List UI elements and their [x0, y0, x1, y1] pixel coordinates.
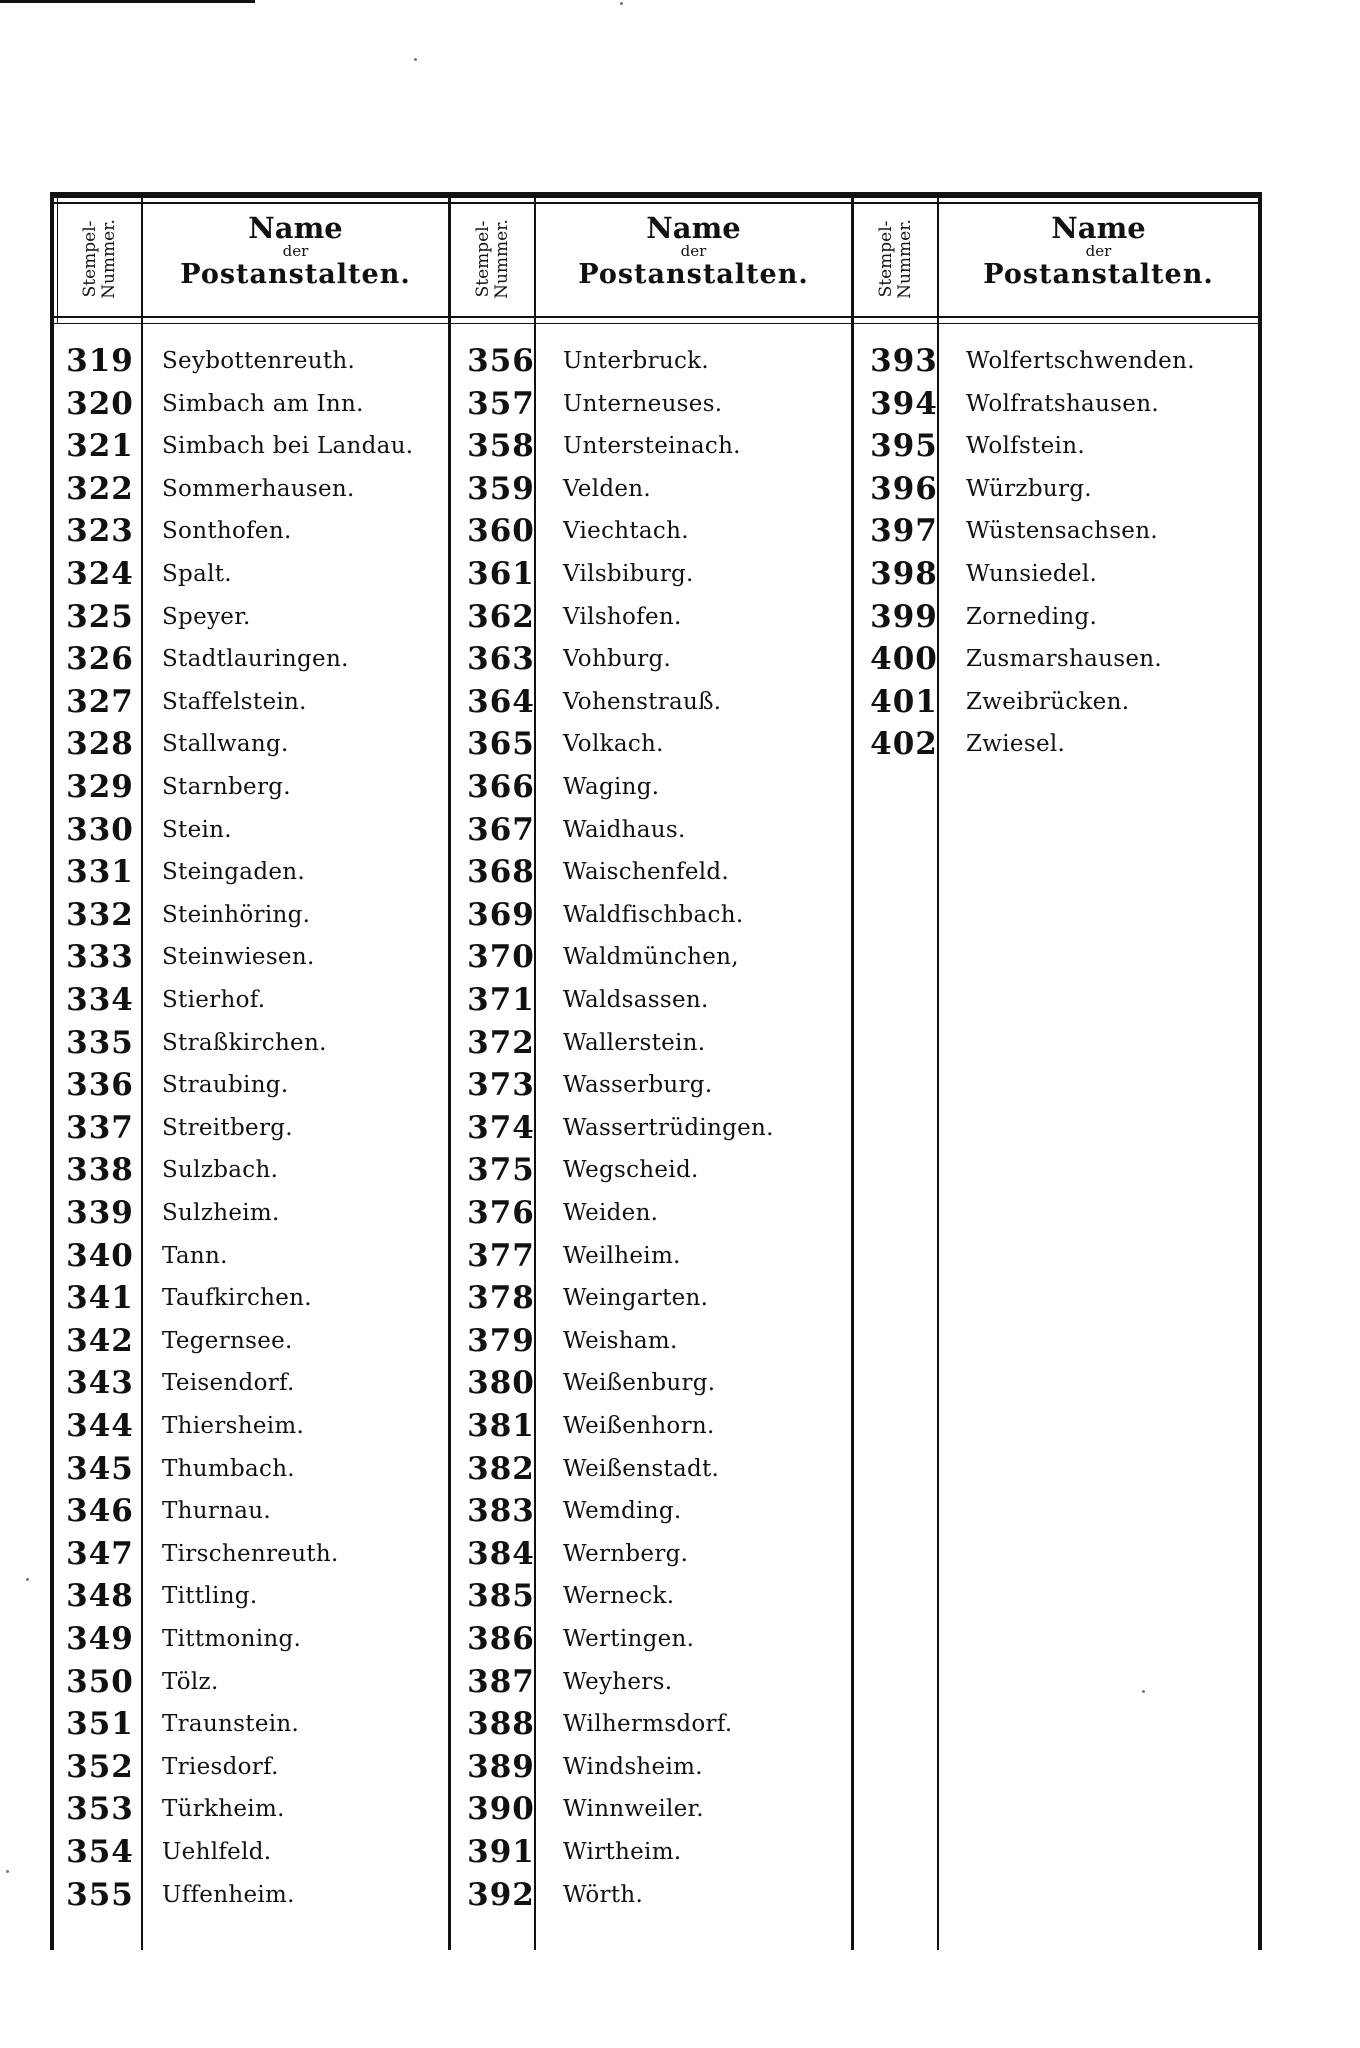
stamp-number: 397	[870, 513, 938, 550]
post-office-name: Speyer.	[162, 603, 251, 630]
table-row	[50, 1405, 304, 1447]
stamp-number: 363	[467, 641, 535, 678]
table-row	[50, 638, 349, 680]
post-office-name: Stadtlauringen.	[162, 646, 349, 673]
post-office-name: Volkach.	[563, 731, 664, 758]
table-row	[50, 1661, 219, 1703]
stamp-number: 373	[467, 1067, 535, 1104]
stamp-number: 394	[870, 385, 938, 422]
stamp-number: 325	[66, 598, 134, 635]
post-office-name: Waldsassen.	[563, 987, 709, 1013]
stamp-number: 374	[467, 1109, 535, 1146]
stamp-number: 367	[467, 811, 535, 848]
table-row	[451, 383, 722, 425]
post-office-name: Stein.	[162, 816, 232, 843]
name-heading-line1: Name	[1051, 211, 1146, 245]
post-office-name: Türkheim.	[162, 1796, 285, 1823]
stamp-number: 356	[467, 343, 535, 379]
post-office-name: Spalt.	[162, 561, 232, 587]
post-office-name: Thurnau.	[162, 1498, 272, 1525]
table-row	[50, 1064, 288, 1106]
stamp-number: 381	[467, 1408, 535, 1444]
table-right-border	[1258, 192, 1262, 1950]
stamp-number: 349	[66, 1621, 134, 1657]
stamp-number: 361	[467, 556, 535, 592]
number-column-header	[854, 206, 937, 312]
post-office-name: Uehlfeld.	[162, 1839, 272, 1865]
table-row	[451, 1320, 678, 1362]
stamp-number: 345	[66, 1450, 134, 1487]
post-office-name: Steinwiesen.	[162, 944, 315, 971]
table-row	[50, 596, 251, 638]
table-row	[451, 723, 664, 765]
stamp-number: 348	[66, 1578, 134, 1615]
stamp-number: 331	[66, 854, 134, 891]
table-row	[451, 638, 671, 680]
table-row	[451, 1533, 688, 1575]
table-row	[50, 510, 292, 552]
table-row	[451, 510, 689, 552]
post-office-name: Weißenstadt.	[563, 1455, 720, 1482]
post-office-name: Wemding.	[563, 1498, 682, 1525]
post-office-name: Teisendorf.	[162, 1370, 295, 1397]
table-row	[50, 1192, 280, 1234]
name-heading-line3: Postanstalten.	[983, 259, 1214, 290]
table-row	[451, 1874, 643, 1916]
table-top-border	[50, 192, 1262, 198]
table-row	[451, 425, 741, 467]
header-rule-inner	[50, 323, 1262, 324]
stamp-number: 335	[66, 1024, 134, 1061]
table-row	[451, 681, 721, 723]
stamp-number: 376	[467, 1195, 535, 1231]
table-row	[451, 1490, 682, 1532]
stamp-number: 347	[66, 1535, 134, 1572]
table-row	[854, 340, 1195, 382]
stamp-number: 322	[66, 470, 134, 507]
stamp-number: 366	[467, 769, 535, 805]
post-office-name: Weingarten.	[563, 1285, 709, 1312]
post-office-name: Thiersheim.	[162, 1413, 305, 1439]
post-office-name: Wolfratshausen.	[966, 390, 1159, 417]
post-office-name: Seybottenreuth.	[162, 348, 356, 374]
post-office-name: Werneck.	[563, 1583, 675, 1610]
table-row	[854, 553, 1097, 595]
post-office-name: Windsheim.	[563, 1753, 703, 1780]
number-column-header	[58, 206, 141, 312]
table-row	[50, 1022, 327, 1064]
stamp-number: 355	[66, 1876, 134, 1913]
stamp-number: 328	[66, 726, 134, 763]
stamp-number: 354	[66, 1834, 134, 1870]
stamp-number: 350	[66, 1663, 134, 1700]
stamp-number: 395	[870, 428, 938, 465]
stamp-number: 334	[66, 982, 134, 1018]
table-row	[451, 340, 709, 382]
table-row	[451, 1362, 715, 1404]
speck	[414, 58, 417, 61]
stamp-number: 388	[467, 1706, 535, 1743]
table-row	[451, 1831, 681, 1873]
table-row	[451, 1149, 699, 1191]
post-office-name: Wallerstein.	[563, 1029, 706, 1056]
table-row	[50, 766, 291, 808]
stamp-number: 358	[467, 428, 535, 465]
table-row	[50, 1362, 295, 1404]
post-office-name: Tittmoning.	[162, 1626, 302, 1652]
post-office-name: Weißenburg.	[563, 1370, 716, 1397]
stamp-number: 398	[870, 556, 938, 592]
post-office-name: Wörth.	[563, 1881, 644, 1908]
post-office-name: Stierhof.	[162, 987, 266, 1013]
table-row	[451, 1575, 674, 1617]
table-row	[50, 1874, 295, 1916]
post-office-name: Viechtach.	[563, 518, 689, 545]
post-office-name: Streitberg.	[162, 1114, 293, 1141]
post-office-name: Vohenstrauß.	[563, 688, 722, 715]
table-row	[50, 723, 289, 765]
table-row	[854, 468, 1092, 510]
post-office-name: Wassertrüdingen.	[563, 1114, 774, 1141]
stamp-number: 324	[66, 556, 134, 592]
name-heading-line1: Name	[248, 211, 343, 245]
post-office-name: Wolfstein.	[966, 433, 1085, 460]
stamp-number: 360	[467, 513, 535, 550]
post-office-name: Weißenhorn.	[563, 1413, 715, 1439]
stamp-number: 379	[467, 1322, 535, 1359]
post-office-name: Straubing.	[162, 1072, 289, 1099]
post-office-name: Taufkirchen.	[162, 1285, 312, 1312]
post-office-name: Weisham.	[563, 1327, 678, 1354]
post-office-name: Steinhöring.	[162, 901, 311, 928]
post-office-name: Zwiesel.	[966, 731, 1066, 758]
name-heading-line2: der	[282, 242, 309, 260]
stamp-number: 401	[870, 683, 938, 720]
post-office-name: Waischenfeld.	[563, 859, 730, 886]
stamp-number: 337	[66, 1109, 134, 1146]
stamp-number: 332	[66, 896, 134, 933]
post-office-name: Starnberg.	[162, 774, 291, 800]
table-row	[50, 1831, 271, 1873]
table-row	[451, 979, 709, 1021]
header-rule	[50, 316, 1262, 318]
table-row	[451, 936, 739, 978]
stamp-number: 384	[467, 1535, 535, 1572]
post-office-name: Vohburg.	[563, 646, 672, 673]
stamp-number: 327	[66, 683, 134, 720]
post-office-name: Simbach bei Landau.	[162, 433, 414, 460]
post-office-name: Weilheim.	[563, 1242, 681, 1269]
post-office-name: Thumbach.	[162, 1455, 295, 1482]
post-office-name: Staffelstein.	[162, 688, 307, 715]
table-row	[451, 1064, 712, 1106]
post-office-name: Wilhermsdorf.	[563, 1711, 733, 1738]
table-row	[50, 894, 310, 936]
table-row	[854, 425, 1085, 467]
stamp-number: 371	[467, 982, 535, 1018]
stamp-number: 344	[66, 1408, 134, 1444]
name-column-header	[939, 212, 1258, 312]
post-office-name: Sulzheim.	[162, 1200, 280, 1226]
stamp-number: 390	[467, 1791, 535, 1828]
stamp-number: 346	[66, 1493, 134, 1530]
table-row	[50, 1533, 339, 1575]
post-office-name: Wunsiedel.	[966, 561, 1098, 587]
post-office-name: Simbach am Inn.	[162, 390, 364, 417]
stamp-number: 330	[66, 811, 134, 848]
table-row	[854, 596, 1097, 638]
post-office-name: Zusmarshausen.	[966, 646, 1162, 673]
table-row	[50, 979, 265, 1021]
post-office-name: Waldfischbach.	[563, 901, 744, 928]
name-heading-line1: Name	[646, 211, 741, 245]
stamp-number: 341	[66, 1280, 134, 1317]
table-row	[854, 723, 1065, 765]
speck	[6, 1870, 9, 1873]
table-row	[50, 468, 355, 510]
post-office-name: Weyhers.	[563, 1668, 673, 1695]
stamp-number: 375	[467, 1152, 535, 1189]
table-row	[50, 1575, 257, 1617]
stamp-number: 377	[467, 1237, 535, 1274]
name-heading-line2: der	[1085, 242, 1112, 260]
table-row	[451, 1788, 704, 1830]
speck	[620, 2, 623, 5]
stamp-number: 319	[66, 343, 134, 379]
stamp-number: 370	[467, 939, 535, 976]
speck	[26, 1578, 29, 1581]
post-office-name: Unterbruck.	[563, 348, 710, 374]
post-office-name: Vilsbiburg.	[563, 561, 694, 587]
table-row	[451, 553, 694, 595]
table-row	[50, 1107, 293, 1149]
stamp-number: 323	[66, 513, 134, 550]
table-row	[50, 1788, 285, 1830]
stamp-number: 393	[870, 343, 938, 379]
table-row	[854, 510, 1158, 552]
name-heading-line3: Postanstalten.	[578, 259, 809, 290]
table-row	[50, 681, 307, 723]
name-column-header	[536, 212, 851, 312]
table-row	[451, 1703, 732, 1745]
post-office-name: Wertingen.	[563, 1626, 695, 1652]
table-row	[854, 638, 1162, 680]
name-column-header	[143, 212, 448, 312]
stamp-number: 399	[870, 598, 938, 635]
stamp-number: 382	[467, 1450, 535, 1487]
stamp-number: 343	[66, 1365, 134, 1402]
stamp-number: 357	[467, 385, 535, 422]
stamp-number: 364	[467, 683, 535, 720]
post-office-name: Waldmünchen,	[563, 944, 739, 971]
stamp-number: 351	[66, 1706, 134, 1743]
stamp-number: 368	[467, 854, 535, 891]
post-office-name: Würzburg.	[966, 475, 1092, 502]
post-office-name: Straßkirchen.	[162, 1029, 327, 1056]
table-row	[50, 1703, 299, 1745]
table-row	[451, 1618, 694, 1660]
number-heading: Stempel- Nummer.	[472, 219, 512, 299]
post-office-name: Weiden.	[563, 1200, 659, 1226]
stamp-number: 389	[467, 1748, 535, 1785]
stamp-number: 396	[870, 470, 938, 507]
table-row	[50, 1490, 271, 1532]
table-row	[50, 340, 355, 382]
number-heading: Stempel- Nummer.	[875, 219, 915, 299]
stamp-number: 359	[467, 470, 535, 507]
stamp-number: 320	[66, 385, 134, 422]
post-office-name: Velden.	[563, 475, 652, 502]
post-office-name: Tirschenreuth.	[162, 1540, 339, 1567]
top-rule	[0, 0, 255, 3]
table-row	[451, 596, 682, 638]
name-heading-line2: der	[680, 242, 707, 260]
stamp-number: 372	[467, 1024, 535, 1061]
table-row	[50, 851, 305, 893]
table-row	[451, 1661, 672, 1703]
post-office-name: Wüstensachsen.	[966, 518, 1158, 545]
table-row	[451, 894, 743, 936]
table-row	[451, 809, 686, 851]
table-top-border-inner	[50, 202, 1262, 204]
stamp-number: 392	[467, 1876, 535, 1913]
table-row	[50, 553, 232, 595]
post-office-name: Tegernsee.	[162, 1327, 293, 1354]
stamp-number: 329	[66, 769, 134, 805]
post-office-name: Tölz.	[162, 1668, 219, 1695]
name-heading-line3: Postanstalten.	[180, 259, 411, 290]
table-row	[50, 1235, 228, 1277]
table-row	[50, 936, 315, 978]
post-office-name: Untersteinach.	[563, 433, 741, 460]
table-row	[451, 1746, 703, 1788]
table-row	[451, 1448, 719, 1490]
stamp-number: 339	[66, 1195, 134, 1231]
post-office-name: Stallwang.	[162, 731, 289, 758]
post-office-name: Steingaden.	[162, 859, 305, 886]
post-office-name: Uffenheim.	[162, 1881, 295, 1908]
stamp-number: 387	[467, 1663, 535, 1700]
stamp-number: 365	[467, 726, 535, 763]
post-office-name: Wegscheid.	[563, 1157, 699, 1184]
stamp-number: 333	[66, 939, 134, 976]
stamp-number: 385	[467, 1578, 535, 1615]
stamp-number: 362	[467, 598, 535, 635]
post-office-name: Sonthofen.	[162, 518, 292, 545]
table-row	[50, 1618, 301, 1660]
stamp-number: 383	[467, 1493, 535, 1530]
post-office-name: Sommerhausen.	[162, 475, 355, 502]
table-row	[451, 1107, 774, 1149]
post-office-name: Sulzbach.	[162, 1157, 279, 1184]
post-office-name: Wolfertschwenden.	[966, 348, 1195, 374]
post-office-name: Waidhaus.	[563, 816, 686, 843]
stamp-number: 369	[467, 896, 535, 933]
post-office-name: Wernberg.	[563, 1540, 689, 1567]
stamp-number: 321	[66, 428, 134, 465]
table-row	[451, 851, 729, 893]
post-office-name: Traunstein.	[162, 1711, 300, 1738]
table-row	[451, 1277, 708, 1319]
stamp-number: 380	[467, 1365, 535, 1402]
post-office-name: Triesdorf.	[162, 1753, 279, 1780]
stamp-number: 386	[467, 1621, 535, 1657]
table-row	[451, 1022, 705, 1064]
table-row	[50, 425, 413, 467]
stamp-number: 353	[66, 1791, 134, 1828]
stamp-number: 391	[467, 1834, 535, 1870]
table-row	[50, 383, 364, 425]
number-column-header	[451, 206, 534, 312]
post-office-name: Tann.	[162, 1242, 228, 1269]
stamp-number: 400	[870, 641, 938, 678]
table-row	[451, 468, 651, 510]
stamp-number: 326	[66, 641, 134, 678]
table-row	[50, 1746, 279, 1788]
stamp-number: 340	[66, 1237, 134, 1274]
stamp-number: 402	[870, 726, 938, 763]
number-heading: Stempel- Nummer.	[79, 219, 119, 299]
post-office-name: Wasserburg.	[563, 1072, 713, 1099]
post-office-name: Wirtheim.	[563, 1839, 682, 1865]
table-row	[50, 1277, 312, 1319]
post-office-name: Zorneding.	[966, 603, 1098, 630]
table-row	[50, 1320, 293, 1362]
post-office-name: Vilshofen.	[563, 603, 682, 630]
table-row	[451, 766, 659, 808]
post-office-name: Winnweiler.	[563, 1796, 704, 1823]
stamp-number: 378	[467, 1280, 535, 1317]
table-row	[50, 1149, 278, 1191]
post-office-name: Zweibrücken.	[966, 688, 1130, 715]
post-office-name: Waging.	[563, 774, 660, 800]
table-row	[451, 1192, 658, 1234]
stamp-number: 338	[66, 1152, 134, 1189]
post-office-name: Unterneuses.	[563, 390, 723, 417]
table-row	[854, 681, 1129, 723]
table-row	[50, 1448, 295, 1490]
stamp-number: 336	[66, 1067, 134, 1104]
table-row	[50, 809, 232, 851]
post-office-name: Tittling.	[162, 1583, 258, 1610]
stamp-number: 342	[66, 1322, 134, 1359]
table-row	[854, 383, 1159, 425]
post-office-table	[50, 192, 1262, 1950]
stamp-number: 352	[66, 1748, 134, 1785]
table-row	[451, 1235, 681, 1277]
table-row	[451, 1405, 715, 1447]
